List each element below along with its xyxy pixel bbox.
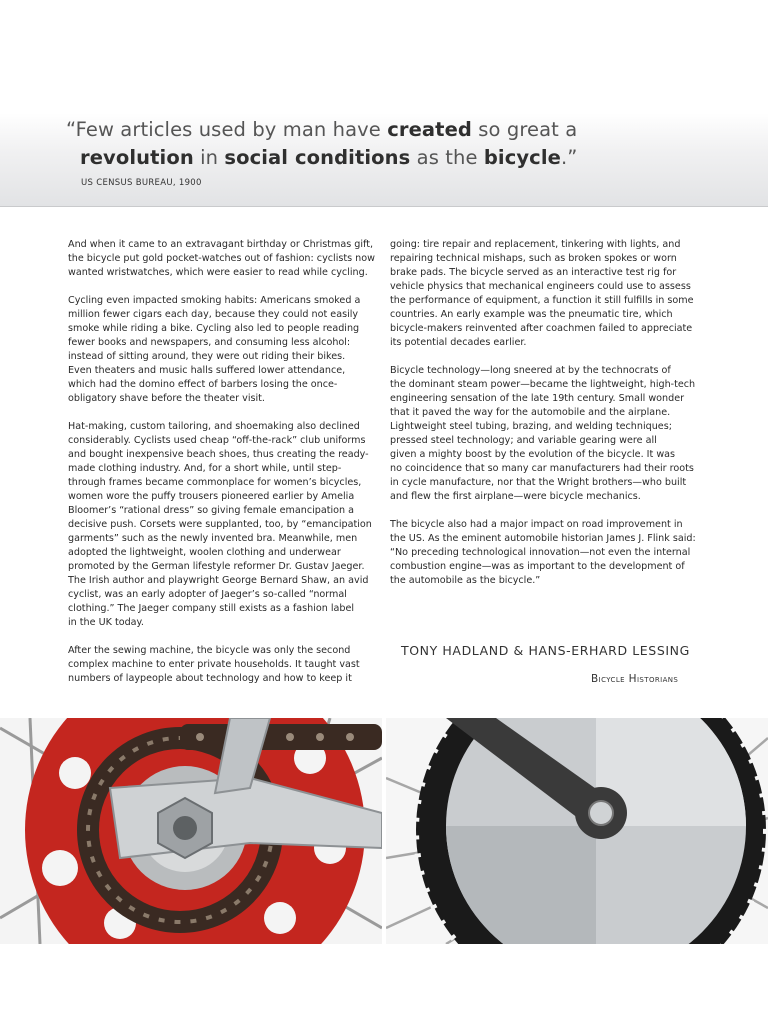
text-line: the performance of equipment, a function it still fulfills in some: [390, 295, 694, 306]
text-line: And when it came to an extravagant birthday or Christmas gift,: [68, 239, 374, 250]
text-line: in cycle manufacture, nor that the Wright brothers—who built: [390, 477, 687, 488]
text-line: through frames became commonplace for women’s bicycles,: [68, 477, 362, 488]
article-paragraph: [68, 294, 373, 406]
quote-emphasis: social conditions: [224, 146, 411, 169]
pull-quote-line-1: [66, 118, 577, 141]
text-line: Cycling even impacted smoking habits: Americans smoked a: [68, 295, 361, 306]
text-line: Bloomer’s “rational dress” so giving female emancipation a: [68, 505, 355, 516]
text-line: combustion engine—was as important to the development of: [390, 561, 685, 572]
text-line: fewer books and newspapers, and consuming less alcohol:: [68, 337, 351, 348]
text-line: and flew the first airplane—were bicycle mechanics.: [390, 491, 641, 502]
text-line: Lightweight steel tubing, brazing, and welding techniques;: [390, 421, 672, 432]
article-column-left: [68, 238, 373, 686]
text-line: the US. As the eminent automobile historian James J. Flink said:: [390, 533, 696, 544]
text-line: After the sewing machine, the bicycle was only the second: [68, 645, 351, 656]
text-line: promoted by the German lifestyle reformer Dr. Gustav Jaeger.: [68, 561, 365, 572]
text-line: obligatory shave before the theater visit.: [68, 393, 265, 404]
text-line: in the UK today.: [68, 617, 144, 628]
text-line: women wore the puffy trousers pioneered earlier by Amelia: [68, 491, 355, 502]
pull-quote-line-2: [80, 146, 577, 169]
text-line: that it paved the way for the automobile and the airplane.: [390, 407, 671, 418]
text-line: instead of sitting around, they were out riding their bikes.: [68, 351, 346, 362]
text-line: decisive push. Corsets were supplanted, too, by “emancipation: [68, 519, 372, 530]
quote-emphasis: revolution: [80, 146, 194, 169]
quote-text: Few articles used by man have: [75, 118, 388, 141]
paragraph-gap: [68, 280, 373, 294]
text-line: numbers of laypeople about technology and how to keep it: [68, 673, 352, 684]
text-line: bicycle-makers reinvented after coachmen failed to appreciate: [390, 323, 693, 334]
text-line: pressed steel technology; and variable gearing were all: [390, 435, 657, 446]
paragraph-gap: [68, 406, 373, 420]
open-quote-mark: “: [66, 118, 76, 141]
text-line: given a mighty boost by the evolution of the bicycle. It was: [390, 449, 676, 460]
text-line: cyclist, was an early adopter of Jaeger’s so-called “normal: [68, 589, 347, 600]
quote-attribution: US CENSUS BUREAU, 1900: [81, 178, 202, 188]
article-paragraph: [68, 420, 373, 630]
quote-text: as the: [410, 146, 484, 169]
text-line: engineering sensation of the late 19th century. Small wonder: [390, 393, 685, 404]
text-line: the dominant steam power—became the lightweight, high-tech: [390, 379, 696, 390]
paragraph-gap: [390, 350, 700, 364]
text-line: considerably. Cyclists used cheap “off-the-rack” club uniforms: [68, 435, 366, 446]
text-line: going: tire repair and replacement, tinkering with lights, and: [390, 239, 681, 250]
text-line: repairing technical mishaps, such as broken spokes or worn: [390, 253, 677, 264]
text-line: the automobile as the bicycle.”: [390, 575, 541, 586]
author-names: TONY HADLAND & HANS-ERHARD LESSING: [401, 643, 690, 658]
text-line: its potential decades earlier.: [390, 337, 527, 348]
text-line: Hat-making, custom tailoring, and shoemaking also declined: [68, 421, 360, 432]
photo-black-disc-hub: [386, 718, 768, 944]
photo-red-hub-sprocket: [0, 718, 382, 944]
text-line: countries. An early example was the pneumatic tire, which: [390, 309, 673, 320]
quote-emphasis: created: [387, 118, 472, 141]
text-line: garments” such as the newly invented bra. Meanwhile, men: [68, 533, 358, 544]
text-line: The Irish author and playwright George Bernard Shaw, an avid: [68, 575, 369, 586]
text-line: wanted wristwatches, which were easier to read while cycling.: [68, 267, 368, 278]
text-line: clothing.” The Jaeger company still exists as a fashion label: [68, 603, 355, 614]
article-column-right: [390, 238, 700, 588]
text-line: made clothing industry. And, for a short while, until step-: [68, 463, 342, 474]
article-paragraph: [68, 238, 373, 280]
text-line: “No preceding technological innovation—not even the internal: [390, 547, 691, 558]
text-line: adopted the lightweight, woolen clothing and underwear: [68, 547, 341, 558]
text-line: and bought inexpensive beach shoes, thus creating the ready-: [68, 449, 369, 460]
text-line: vehicle physics that mechanical engineers could use to assess: [390, 281, 691, 292]
text-line: which had the domino effect of barbers losing the once-: [68, 379, 338, 390]
text-line: complex machine to enter private households. It taught vast: [68, 659, 360, 670]
article-paragraph: [68, 644, 373, 686]
text-line: million fewer cigars each day, because they could not easily: [68, 309, 359, 320]
article-paragraph: [390, 238, 700, 350]
paragraph-gap: [68, 630, 373, 644]
text-line: Even theaters and music halls suffered lower attendance,: [68, 365, 346, 376]
article-paragraph: [390, 364, 700, 504]
paragraph-gap: [390, 504, 700, 518]
quote-text: so great a: [471, 118, 578, 141]
text-line: The bicycle also had a major impact on road improvement in: [390, 519, 683, 530]
article-paragraph: [390, 518, 700, 588]
text-line: smoke while riding a bike. Cycling also led to people reading: [68, 323, 360, 334]
text-line: the bicycle put gold pocket-watches out of fashion: cyclists now: [68, 253, 375, 264]
quote-text: in: [193, 146, 225, 169]
quote-text: .”: [560, 146, 578, 169]
text-line: no coincidence that so many car manufacturers had their roots: [390, 463, 694, 474]
author-role: Bicycle Historians: [591, 673, 679, 685]
text-line: brake pads. The bicycle served as an interactive test rig for: [390, 267, 677, 278]
text-line: Bicycle technology—long sneered at by the technocrats of: [390, 365, 671, 376]
quote-emphasis: bicycle: [483, 146, 561, 169]
